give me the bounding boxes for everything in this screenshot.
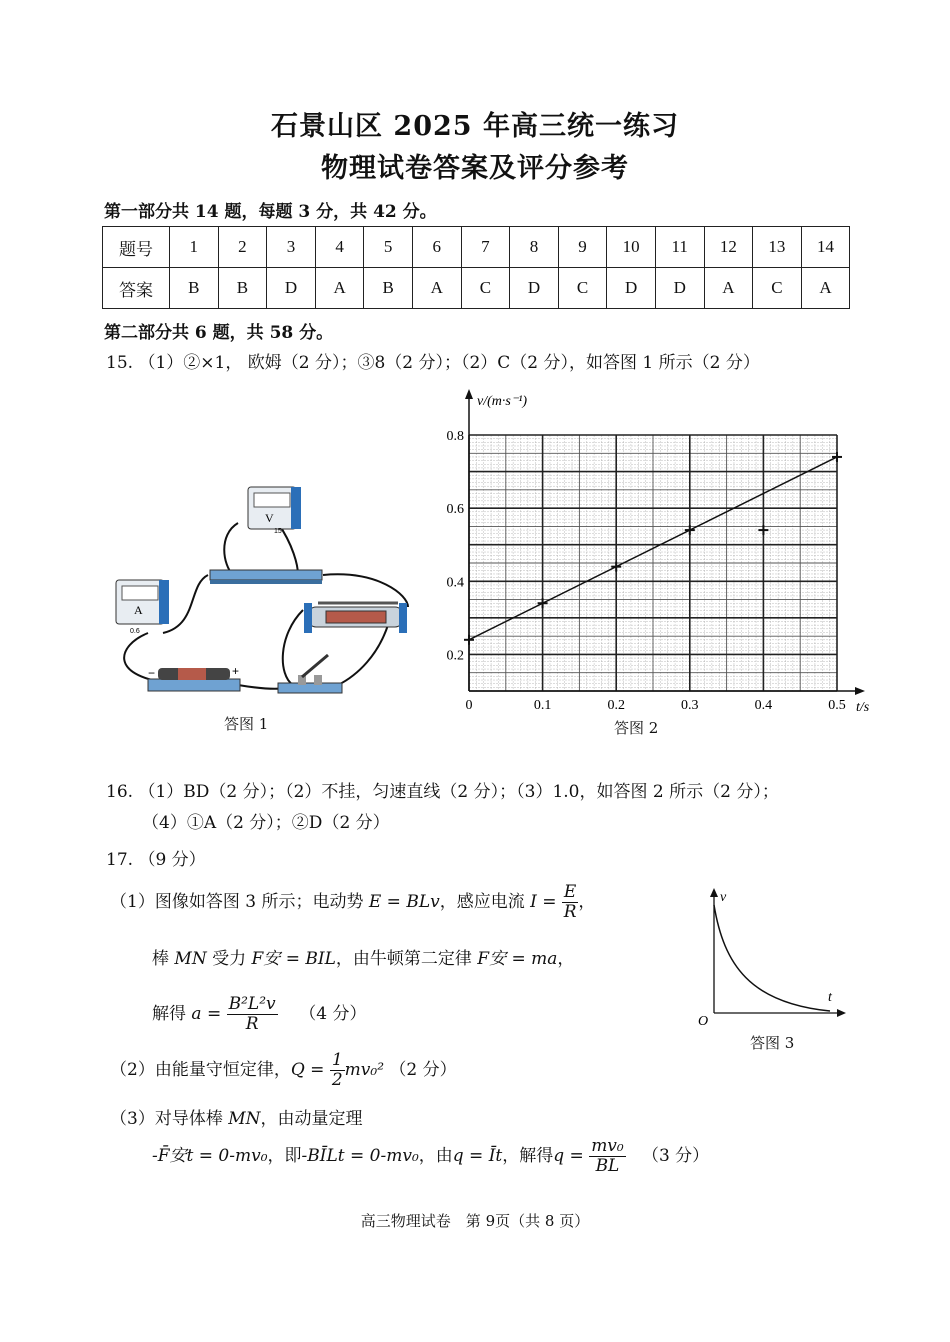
q17-a-lhs: a =	[191, 1004, 222, 1024]
rheostat-icon	[304, 603, 407, 633]
part1-heading: 第一部分共 14 题，每题 3 分，共 42 分。	[104, 202, 437, 222]
y-tick-label: 0.6	[446, 502, 464, 518]
page-footer: 高三物理试卷 第 9页（共 8 页）	[360, 1212, 590, 1230]
page-title: 石景山区 2025 年高三统一练习	[271, 111, 679, 142]
y-axis-arrow	[465, 389, 473, 399]
question-row	[103, 227, 850, 268]
q17-q-lhs: Q =	[290, 1060, 325, 1080]
fig3-caption: 答图 3	[750, 1034, 795, 1052]
q17-part1-result	[152, 992, 366, 1036]
q17-p3-text-a: 解得	[152, 1004, 186, 1024]
q16-line2: （4）①A（2 分）；②D（2 分）	[142, 813, 390, 833]
q17-p2-text-b: 受力	[212, 949, 247, 969]
q17-p2-text-a: 棒	[152, 949, 169, 969]
q17-q3-text-d: ，由	[418, 1146, 453, 1166]
answer-cell: B	[218, 268, 267, 309]
q17-part1: （1）图像如答图 3 所示；电动势 E = BLv，感应电流 I = $\frac{E}{R}$ ，	[110, 882, 596, 922]
decay-curve	[714, 905, 830, 1011]
q17-charge-lhs: q =	[553, 1146, 584, 1166]
answer-cell: A	[801, 268, 850, 309]
fig2-caption: 答图 2	[614, 719, 659, 737]
q17-q3-text-c: ，即	[267, 1146, 302, 1166]
q17-part2	[110, 1048, 457, 1092]
q17-p1-text-a: （1）图像如答图 3 所示；电动势	[110, 892, 364, 912]
answer-cell: A	[315, 268, 364, 309]
ammeter-icon	[116, 580, 169, 635]
answer-cell: D	[510, 268, 559, 309]
x-tick-label: 0	[465, 698, 473, 713]
x-tick-label: 0.1	[533, 698, 552, 713]
answer-cell: D	[655, 268, 704, 309]
q17-q3-score: （3 分）	[641, 1146, 710, 1166]
answer-cell: B	[364, 268, 413, 309]
q17-charge-def: q = Īt	[452, 1146, 503, 1166]
question-row-label: 题号	[103, 227, 170, 268]
answer-cell: D	[267, 268, 316, 309]
q17-part3-eq	[152, 1134, 709, 1178]
q17-q2-score: （2 分）	[389, 1060, 457, 1080]
q17-q3-text-a: （3）对导体棒	[110, 1109, 223, 1129]
question-number-cell: 11	[655, 227, 704, 268]
question-number-cell: 3	[267, 227, 316, 268]
frac-num: mv₀	[591, 1136, 624, 1156]
frac-den: R	[245, 1014, 259, 1034]
q17-p2-text-c: ，由牛顿第二定律	[335, 949, 472, 969]
ammeter-terminal: 0.6	[130, 628, 140, 635]
q15-answer: 15. （1）②×1， 欧姆（2 分）；③8（2 分）；（2）C（2 分），如答图 1 所示（2 分）	[106, 353, 760, 373]
x-tick-label: 0.3	[681, 698, 699, 713]
battery-minus: −	[148, 666, 156, 680]
x-tick-label: 0.5	[828, 698, 846, 713]
y-tick-label: 0.2	[446, 648, 464, 664]
q17-a-frac	[227, 995, 278, 1034]
frac-den: 2	[331, 1070, 343, 1090]
q17-q3-text-e: ，解得	[502, 1146, 554, 1166]
question-number-cell: 7	[461, 227, 510, 268]
q17-p2-mn: MN	[174, 949, 207, 969]
x-axis-arrow	[855, 687, 865, 695]
switch-icon	[278, 655, 342, 693]
question-number-cell: 8	[510, 227, 559, 268]
frac-num: E	[563, 882, 577, 902]
fig3-ylabel: v	[720, 890, 727, 905]
question-number-cell: 2	[218, 227, 267, 268]
question-number-cell: 5	[364, 227, 413, 268]
answer-cell: C	[558, 268, 607, 309]
q17-q-rhs: mv₀²	[344, 1060, 385, 1080]
page-subtitle: 物理试卷答案及评分参考	[321, 153, 629, 184]
frac-num: 1	[331, 1050, 343, 1070]
answer-cell: C	[461, 268, 510, 309]
q17-impulse2: -BĪLt = 0-mv₀	[301, 1146, 419, 1166]
battery-plus: +	[232, 664, 240, 678]
voltmeter-terminal: 15	[274, 528, 282, 535]
ammeter-label: A	[134, 603, 143, 617]
question-number-cell: 13	[753, 227, 802, 268]
q17-newton: F安 = ma	[477, 949, 558, 969]
x-tick-label: 0.2	[607, 698, 625, 713]
fig3-xlabel: t	[828, 990, 832, 1005]
answer-cell: D	[607, 268, 656, 309]
decay-figure	[690, 885, 850, 1030]
fig3-y-arrow	[710, 888, 718, 897]
q17-impulse: -F̄安t = 0-mv₀	[152, 1146, 268, 1166]
question-number-cell: 10	[607, 227, 656, 268]
grid-mid	[469, 435, 837, 691]
frac-num: B²L²v	[228, 994, 276, 1014]
voltmeter-icon	[248, 487, 301, 535]
y-tick-label: 0.4	[446, 575, 464, 591]
part2-heading: 第二部分共 6 题，共 58 分。	[104, 323, 334, 343]
question-number-cell: 12	[704, 227, 753, 268]
q17-current-frac	[562, 883, 578, 922]
question-number-cell: 4	[315, 227, 364, 268]
fig3-x-arrow	[837, 1009, 846, 1017]
answer-row	[103, 268, 850, 309]
question-number-cell: 9	[558, 227, 607, 268]
vt-chart	[430, 385, 880, 730]
y-tick-label: 0.8	[446, 429, 464, 444]
question-number-cell: 1	[170, 227, 219, 268]
q17-q3-text-b: ，由动量定理	[260, 1109, 363, 1129]
answer-table	[102, 226, 850, 309]
q17-p3-score: （4 分）	[299, 1004, 367, 1024]
x-tick-label: 0.4	[754, 698, 773, 713]
q17-head: 17. （9 分）	[106, 850, 206, 870]
q17-charge-frac	[589, 1137, 626, 1176]
y-axis-label: v/(m·s⁻¹)	[477, 394, 528, 409]
q16-line1: 16. （1）BD（2 分）；（2）不挂，匀速直线（2 分）；（3）1.0，如答图 2 所示（2 分）；	[106, 782, 779, 802]
q17-ampere-force: F安 = BIL	[251, 949, 336, 969]
q17-current-lhs: I =	[530, 892, 557, 912]
answer-cell: A	[412, 268, 461, 309]
frac-den: R	[563, 902, 577, 922]
q17-q-frac	[330, 1051, 345, 1090]
frac-den: BL	[595, 1156, 620, 1176]
battery-icon	[148, 664, 240, 691]
answer-cell: A	[704, 268, 753, 309]
question-number-cell: 14	[801, 227, 850, 268]
q17-p1-text-b: ，感应电流	[439, 892, 525, 912]
q17-part1-force: 棒 MN 受力 F安 = BIL，由牛顿第二定律 F安 = ma，	[152, 949, 575, 969]
answer-cell: C	[753, 268, 802, 309]
answer-row-label: 答案	[103, 268, 170, 309]
answer-cell: B	[170, 268, 219, 309]
q17-emf: E = BLv	[368, 892, 440, 912]
q17-q2-text: （2）由能量守恒定律，	[110, 1060, 291, 1080]
voltmeter-label: V	[265, 511, 274, 525]
q17-part3	[110, 1104, 363, 1129]
fig3-origin: O	[698, 1014, 709, 1029]
x-axis-label: t/s	[856, 700, 870, 715]
fig1-caption: 答图 1	[224, 715, 269, 733]
circuit-figure	[108, 475, 418, 705]
question-number-cell: 6	[412, 227, 461, 268]
q17-q3-mn: MN	[228, 1109, 261, 1129]
